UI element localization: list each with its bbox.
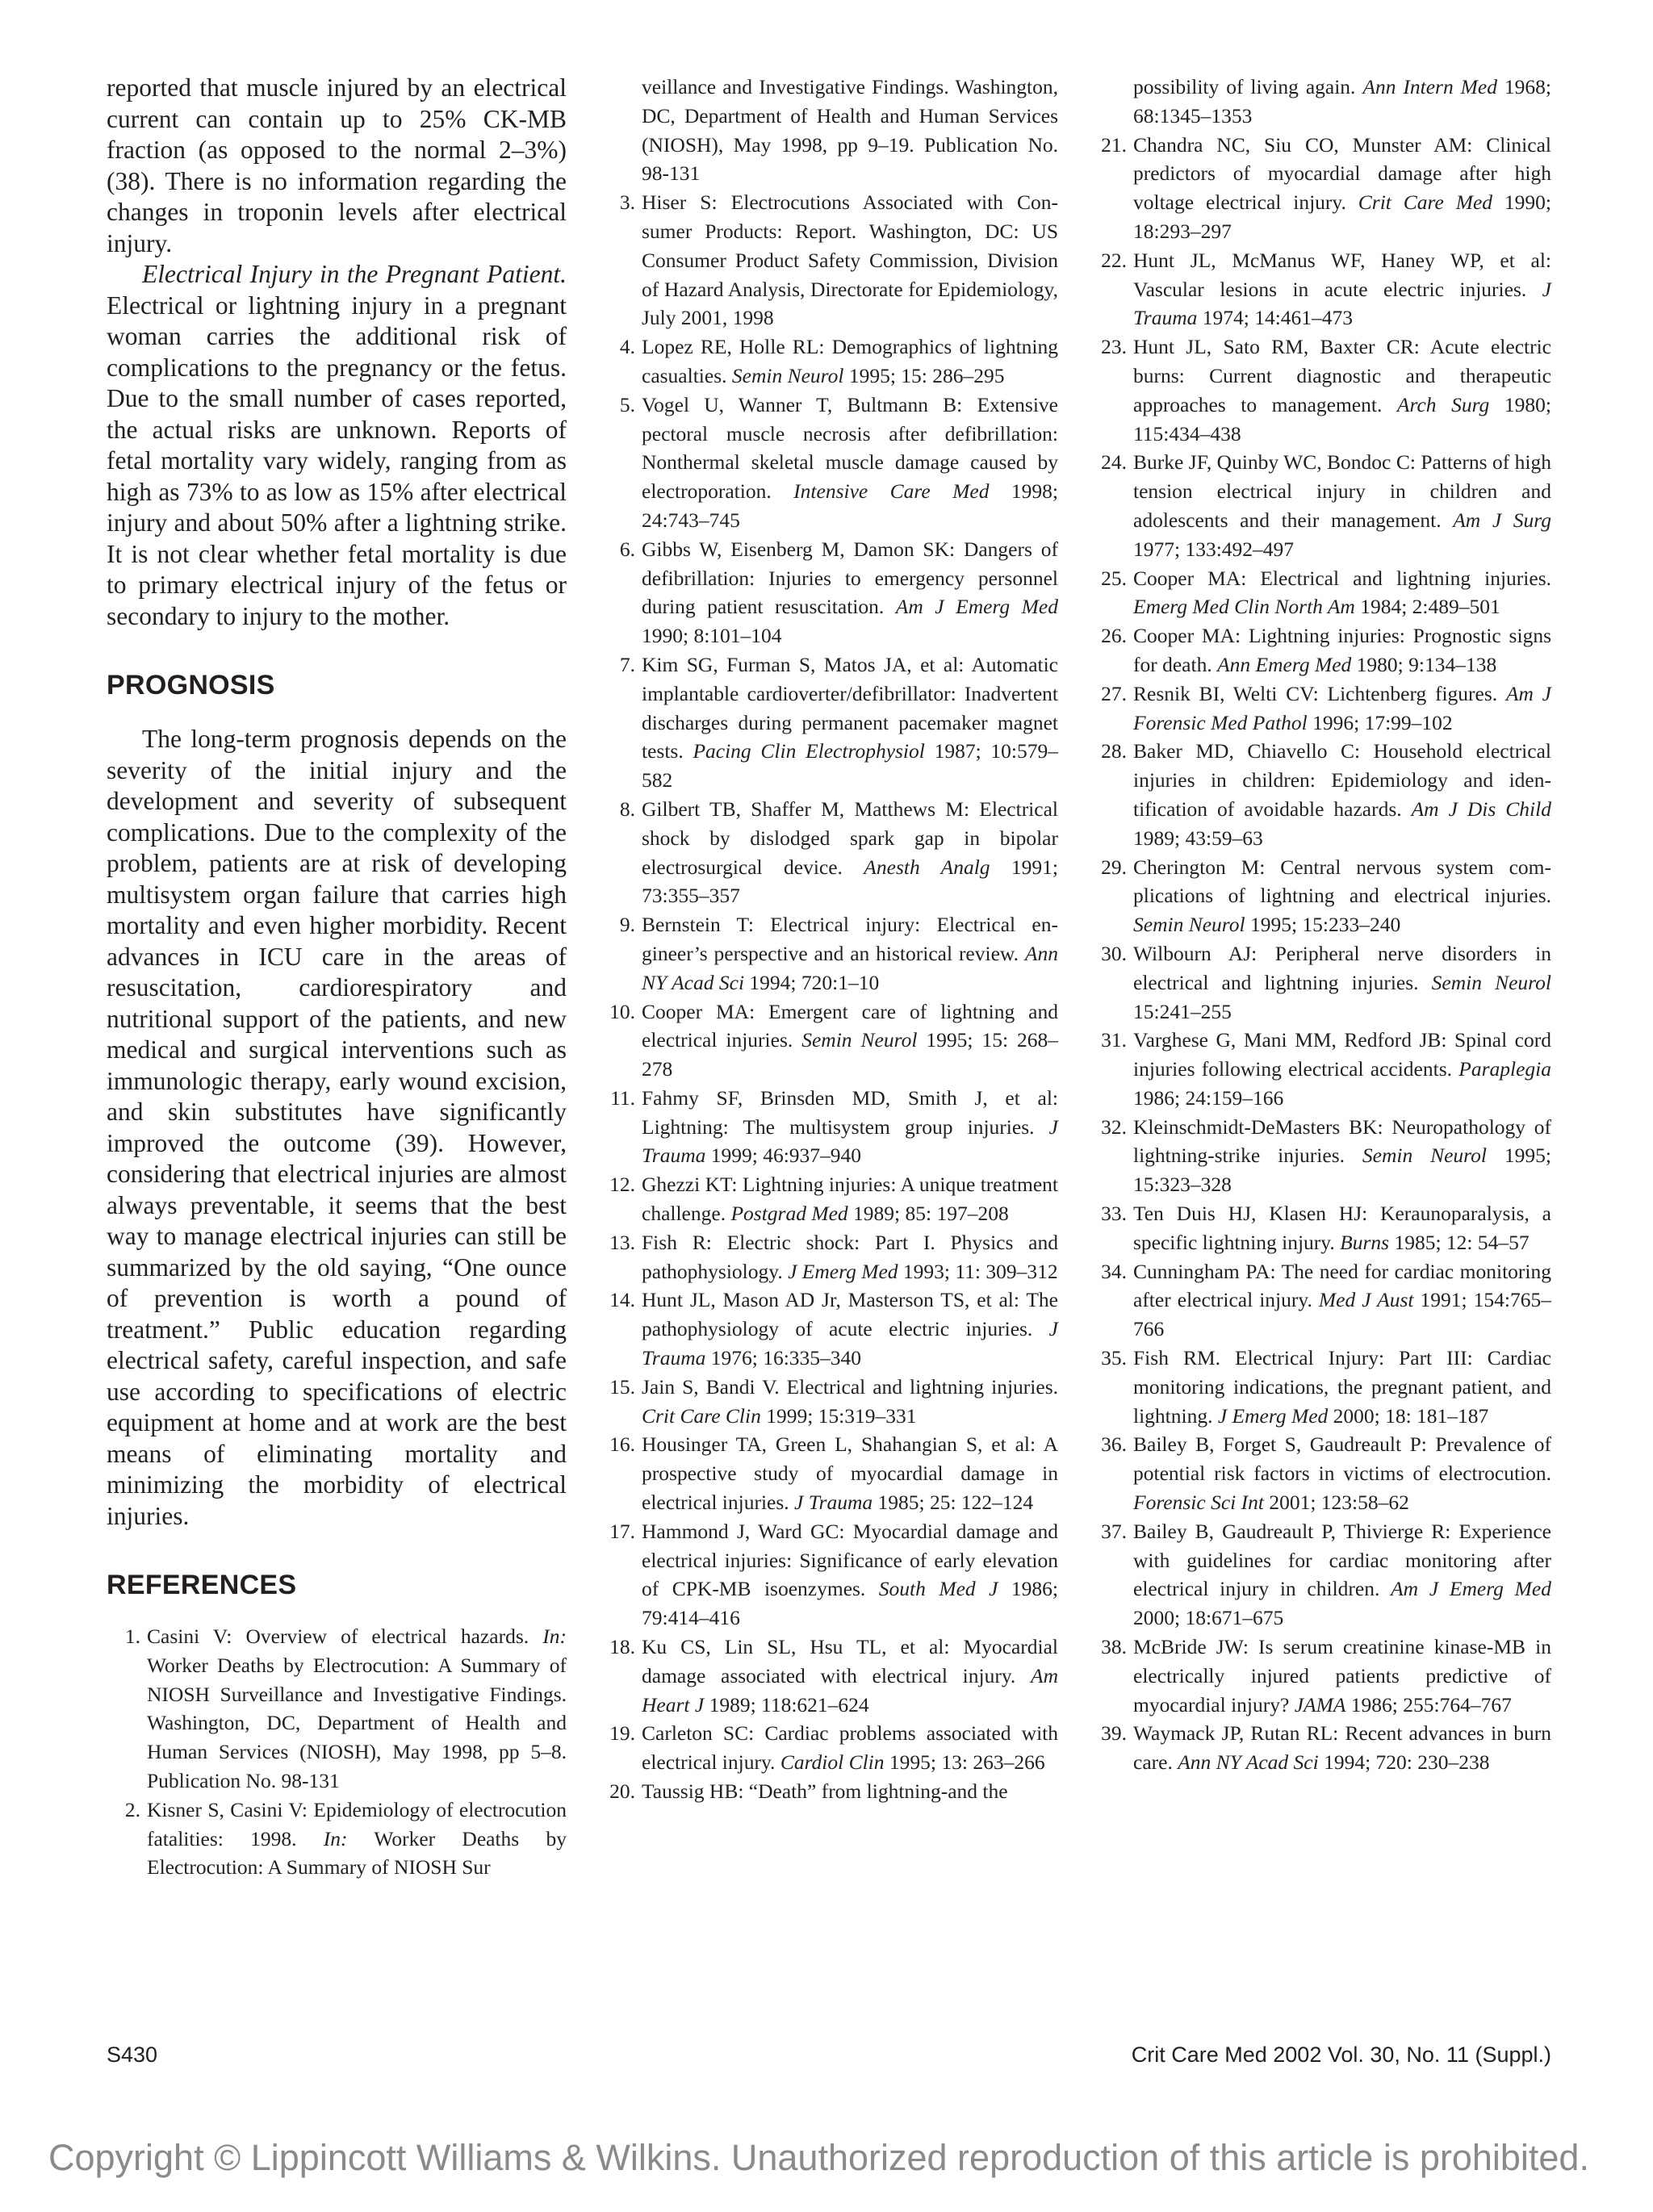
reference-number: 39.	[1101, 1721, 1127, 1746]
reference-number: 23.	[1101, 335, 1127, 359]
reference-number: 32.	[1101, 1114, 1127, 1139]
reference-item: 22. Hunt JL, McManus WF, Haney WP, et al: Vascular lesions in acute electric injuries. J Trauma 1974; 14:461–473	[1090, 246, 1551, 332]
pregnant-patient-text: Electrical or lightning injury in a pregnant woman carries the additional risk of complications to the pregnancy or the fetus. Due to the small number of cases reported, the actual risks are unknown. Reports of fetal mortality vary widely, ranging from as high as 73% to as low as 15% after electrical injury and about 50% after a lightning strike. It is not clear whether fetal mortality is due to primary electrical injury of the fetus or secondary to injury to the mother.	[107, 291, 567, 630]
reference-item-continued: veillance and Investigative Findings. Washington, DC, Department of Health and Human Services (NIOSH), May 1998, pp 9–19. Publication No. 98-131	[642, 75, 1058, 186]
reference-number: 18.	[609, 1635, 635, 1659]
reference-item: 10. Cooper MA: Emergent care of lightning and electrical injuries. Semin Neurol 1995; 15: 268–278	[598, 997, 1058, 1084]
reference-item: 4. Lopez RE, Holle RL: Demographics of lightning casualties. Semin Neurol 1995; 15: 286–295	[598, 332, 1058, 391]
reference-item: 32. Kleinschmidt-DeMasters BK: Neuropathology of lightning-strike injuries. Semin Neurol 1995; 15:323–328	[1090, 1113, 1551, 1199]
reference-number: 38.	[1101, 1635, 1127, 1659]
reference-number: 31.	[1101, 1028, 1127, 1052]
reference-item: 13. Fish R: Electric shock: Part I. Physics and pathophysiology. J Emerg Med 1993; 11: 309–312	[598, 1228, 1058, 1286]
reference-item: 3. Hiser S: Electrocutions Associated with Consumer Products: Report. Washington, DC: US Consumer Product Safety Commission, Division of Hazard Analysis, Directorate for Epidemiology, July 2001, 1998	[598, 188, 1058, 332]
reference-item: 27. Resnik BI, Welti CV: Lichtenberg figures. Am J Forensic Med Pathol 1996; 17:99–102	[1090, 679, 1551, 738]
copyright-notice: Copyright © Lippincott Williams & Wilkins. Unauthorized reproduction of this article is prohibited.	[48, 2137, 1589, 2178]
page-number: S430	[107, 2043, 158, 2067]
reference-number: 14.	[609, 1288, 635, 1312]
reference-item: 1. Casini V: Overview of electrical hazards. In: Worker Deaths by Electrocution: A Summary of NIOSH Surveillance and Investigative Findings. Washington, DC, Department of Health and Human Services (NIOSH), May 1998, pp 5–8. Publication No. 98-131	[107, 1622, 567, 1796]
reference-number: 24.	[1101, 450, 1127, 475]
reference-number: 16.	[609, 1432, 635, 1457]
reference-item: 39. Waymack JP, Rutan RL: Recent advances in burn care. Ann NY Acad Sci 1994; 720: 230–238	[1090, 1719, 1551, 1777]
reference-number: 12.	[609, 1173, 635, 1197]
reference-item: 20. Taussig HB: “Death” from lightning-and the	[598, 1777, 1058, 1806]
reference-number: 26.	[1101, 624, 1127, 648]
reference-item: 36. Bailey B, Forget S, Gaudreault P: Prevalence of potential risk factors in victims of electrocution. Forensic Sci Int 2001; 123:58–62	[1090, 1430, 1551, 1516]
reference-number: 1.	[124, 1625, 140, 1648]
reference-item: 26. Cooper MA: Lightning injuries: Prognostic signs for death. Ann Emerg Med 1980; 9:134–138	[1090, 621, 1551, 679]
reference-number: 7.	[619, 652, 635, 676]
reference-item: 6. Gibbs W, Eisenberg M, Damon SK: Dangers of defibrillation: Injuries to emergency personnel during patient resuscitation. Am J Emerg Med 1990; 8:101–104	[598, 535, 1058, 650]
column-3	[1090, 73, 1551, 1777]
reference-number: 17.	[609, 1519, 635, 1543]
reference-number: 20.	[609, 1779, 635, 1804]
paragraph-muscle-injury: reported that muscle injured by an electrical current can contain up to 25% CK-MB fraction (as opposed to the normal 2–3%) (38). There is no information regarding the changes in troponin levels after electrical injury.	[107, 73, 567, 257]
reference-number: 25.	[1101, 566, 1127, 590]
reference-item: 29. Cherington M: Central nervous system complications of lightning and electrical injuries. Semin Neurol 1995; 15:233–240	[1090, 853, 1551, 939]
reference-item: 9. Bernstein T: Electrical injury: Electrical engineer’s perspective and an historical review. Ann NY Acad Sci 1994; 720:1–10	[598, 910, 1058, 997]
paragraph-pregnant-patient	[107, 259, 567, 632]
reference-item: 25. Cooper MA: Electrical and lightning injuries. Emerg Med Clin North Am 1984; 2:489–501	[1090, 564, 1551, 622]
reference-number: 29.	[1101, 855, 1127, 879]
reference-item: 34. Cunningham PA: The need for cardiac monitoring after electrical injury. Med J Aust 1991; 154:765–766	[1090, 1257, 1551, 1344]
reference-item: 17. Hammond J, Ward GC: Myocardial damage and electrical injuries: Significance of early elevation of CPK-MB isoenzymes. South Med J 1986; 79:414–416	[598, 1517, 1058, 1633]
reference-number: 13.	[609, 1230, 635, 1254]
reference-item: 16. Housinger TA, Green L, Shahangian S, et al: A prospective study of myocardial damage in electrical injuries. J Trauma 1985; 25: 122–124	[598, 1430, 1058, 1516]
reference-list-col1	[107, 1622, 567, 1882]
reference-number: 22.	[1101, 248, 1127, 272]
reference-item: 12. Ghezzi KT: Lightning injuries: A unique treatment challenge. Postgrad Med 1989; 85: 197–208	[598, 1170, 1058, 1228]
reference-item: 35. Fish RM. Electrical Injury: Part III: Cardiac monitoring indications, the pregnant patient, and lightning. J Emerg Med 2000; 18: 181–187	[1090, 1344, 1551, 1430]
heading-references: REFERENCES	[107, 1570, 297, 1600]
reference-number: 28.	[1101, 739, 1127, 763]
reference-item: 24. Burke JF, Quinby WC, Bondoc C: Patterns of high tension electrical injury in children and adolescents and their management. Am J Surg 1977; 133:492–497	[1090, 448, 1551, 563]
reference-item: 33. Ten Duis HJ, Klasen HJ: Keraunoparalysis, a specific lightning injury. Burns 1985; 12: 54–57	[1090, 1199, 1551, 1257]
journal-citation: Crit Care Med 2002 Vol. 30, No. 11 (Suppl.)	[1131, 2043, 1551, 2067]
reference-number: 11.	[610, 1085, 635, 1110]
reference-number: 35.	[1101, 1346, 1127, 1370]
reference-number: 21.	[1101, 132, 1127, 157]
reference-item: 14. Hunt JL, Mason AD Jr, Masterson TS, et al: The pathophysiology of acute electric injuries. J Trauma 1976; 16:335–340	[598, 1286, 1058, 1372]
reference-number: 33.	[1101, 1202, 1127, 1226]
reference-item: 11. Fahmy SF, Brinsden MD, Smith J, et al: Lightning: The multisystem group injuries. J Trauma 1999; 46:937–940	[598, 1084, 1058, 1170]
reference-number: 19.	[609, 1721, 635, 1746]
reference-number: 6.	[619, 537, 635, 561]
reference-list-col2	[598, 73, 1058, 1806]
reference-item: 37. Bailey B, Gaudreault P, Thivierge R: Experience with guidelines for cardiac monitoring after electrical injury in children. Am J Emerg Med 2000; 18:671–675	[1090, 1517, 1551, 1633]
reference-number: 30.	[1101, 941, 1127, 965]
heading-prognosis: PROGNOSIS	[107, 670, 275, 700]
reference-item: 31. Varghese G, Mani MM, Redford JB: Spinal cord injuries following electrical accidents. Paraplegia 1986; 24:159–166	[1090, 1026, 1551, 1112]
reference-number: 5.	[619, 392, 635, 416]
reference-number: 36.	[1101, 1432, 1127, 1457]
reference-number: 3.	[619, 190, 635, 215]
reference-item: 7. Kim SG, Furman S, Matos JA, et al: Automatic implantable cardioverter/defibrillator: Inadvertent discharges during permanent pacemaker magnet tests. Pacing Clin Electrophysiol 1987; 10:579–582	[598, 650, 1058, 795]
reference-number: 8.	[619, 797, 635, 821]
paragraph-prognosis: The long-term prognosis depends on the severity of the initial injury and the development and severity of subsequent complications. Due to the complexity of the problem, patients are at risk of developing multisystem organ failure that carries high mortality and even higher morbidity. Recent advances in ICU care in the areas of resuscitation, cardiorespiratory and nutritional support of the patients, and new medical and surgical interventions such as immunologic therapy, early wound excision, and skin substitutes have significantly improved the outcome (39). However, considering that electrical injuries are almost always preventable, it seems that the best way to manage electrical injuries can still be summarized by the old saying, “One ounce of prevention is worth a pound of treatment.” Public education regarding electrical safety, careful inspection, and safe use according to specifications of electric equipment at home and at work are the best means of eliminating mortality and minimizing the morbidity of electrical injuries.	[107, 725, 567, 1530]
reference-item: 19. Carleton SC: Cardiac problems associated with electrical injury. Cardiol Clin 1995; 13: 263–266	[598, 1719, 1058, 1777]
reference-item: 18. Ku CS, Lin SL, Hsu TL, et al: Myocardial damage associated with electrical injury. Am Heart J 1989; 118:621–624	[598, 1633, 1058, 1719]
reference-item: 15. Jain S, Bandi V. Electrical and lightning injuries. Crit Care Clin 1999; 15:319–331	[598, 1373, 1058, 1431]
reference-item: 28. Baker MD, Chiavello C: Household electrical injuries in children: Epidemiology and identification of avoidable hazards. Am J Dis Child 1989; 43:59–63	[1090, 737, 1551, 852]
reference-number: 37.	[1101, 1519, 1127, 1543]
subsection-title-pregnant-patient: Electrical Injury in the Pregnant Patient.	[142, 260, 567, 288]
reference-item: 38. McBride JW: Is serum creatinine kinase-MB in electrically injured patients predictive of myocardial injury? JAMA 1986; 255:764–767	[1090, 1633, 1551, 1719]
reference-item: 2. Kisner S, Casini V: Epidemiology of electrocution fatalities: 1998. In: Worker Deaths by Electrocution: A Summary of NIOSH Sur	[107, 1796, 567, 1882]
reference-list-col3	[1090, 73, 1551, 1777]
reference-number: 15.	[609, 1374, 635, 1399]
column-1	[107, 73, 567, 1882]
reference-number: 2.	[124, 1797, 140, 1821]
reference-number: 10.	[609, 999, 635, 1023]
reference-item: 30. Wilbourn AJ: Peripheral nerve disorders in electrical and lightning injuries. Semin Neurol 15:241–255	[1090, 939, 1551, 1026]
reference-item-continued: possibility of living again. Ann Intern Med 1968; 68:1345–1353	[1133, 75, 1551, 128]
reference-number: 34.	[1101, 1259, 1127, 1283]
reference-number: 27.	[1101, 681, 1127, 705]
reference-item: 5. Vogel U, Wanner T, Bultmann B: Extensive pectoral muscle necrosis after defibrillation: Nonthermal skeletal muscle damage caused by electroporation. Intensive Care Med 1998; 24:743–745	[598, 391, 1058, 535]
reference-number: 9.	[619, 913, 635, 937]
reference-item: 8. Gilbert TB, Shaffer M, Matthews M: Electrical shock by dislodged spark gap in bipolar electrosurgical device. Anesth Analg 1991; 73:355–357	[598, 795, 1058, 910]
column-2	[598, 73, 1058, 1806]
reference-item: 21. Chandra NC, Siu CO, Munster AM: Clinical predictors of myocardial damage after high voltage electrical injury. Crit Care Med 1990; 18:293–297	[1090, 131, 1551, 246]
reference-item: 23. Hunt JL, Sato RM, Baxter CR: Acute electric burns: Current diagnostic and therapeutic approaches to management. Arch Surg 1980; 115:434–438	[1090, 332, 1551, 448]
reference-number: 4.	[619, 335, 635, 359]
